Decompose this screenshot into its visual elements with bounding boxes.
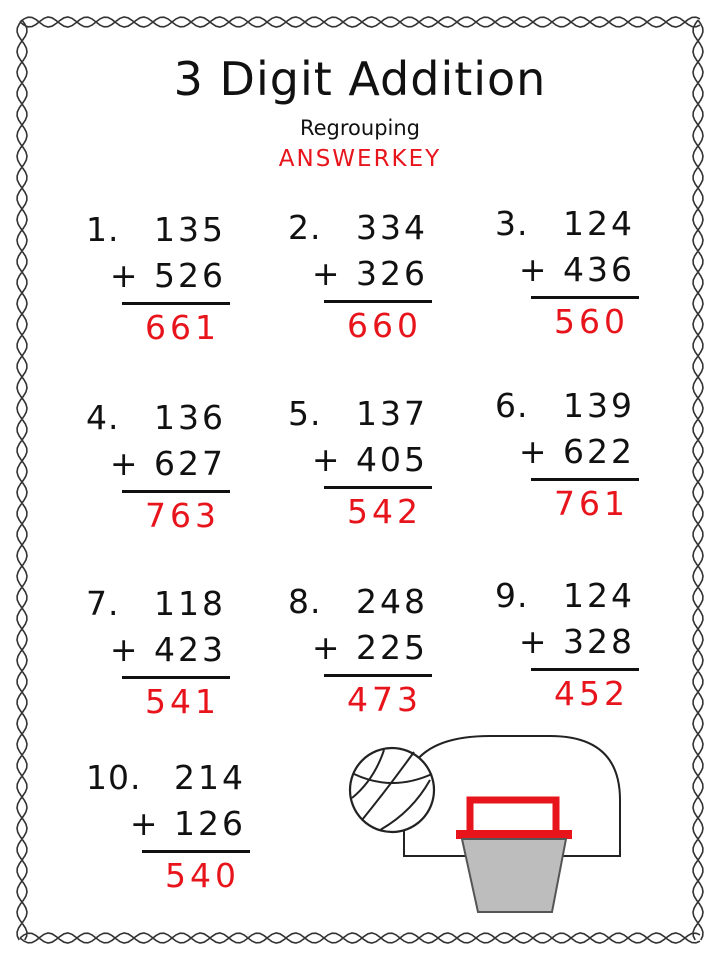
second-addend: + 622 bbox=[518, 432, 635, 471]
first-addend: 118 bbox=[154, 584, 226, 623]
sum-line bbox=[531, 296, 639, 299]
answer: 473 bbox=[347, 680, 422, 719]
answer: 661 bbox=[145, 308, 220, 347]
problem-number: 4. bbox=[86, 398, 120, 437]
problem-1 bbox=[86, 210, 256, 350]
problem-number: 2. bbox=[288, 208, 322, 247]
problem-10 bbox=[86, 758, 276, 898]
basketball-icon bbox=[350, 748, 434, 832]
answer: 761 bbox=[554, 484, 629, 523]
sum-line bbox=[122, 676, 230, 679]
answer: 763 bbox=[145, 496, 220, 535]
answer: 452 bbox=[554, 674, 629, 713]
first-addend: 124 bbox=[563, 576, 635, 615]
basketball-hoop-icon bbox=[340, 728, 640, 928]
first-addend: 214 bbox=[174, 758, 246, 797]
problem-number: 8. bbox=[288, 582, 322, 621]
first-addend: 334 bbox=[356, 208, 428, 247]
first-addend: 135 bbox=[154, 210, 226, 249]
sum-line bbox=[122, 490, 230, 493]
problem-4 bbox=[86, 398, 256, 538]
problem-number: 1. bbox=[86, 210, 120, 249]
problem-2 bbox=[288, 208, 458, 348]
second-addend: + 526 bbox=[109, 256, 226, 295]
page-subtitle: Regrouping bbox=[299, 116, 421, 140]
problem-3 bbox=[495, 204, 665, 344]
sum-line bbox=[531, 668, 639, 671]
second-addend: + 423 bbox=[109, 630, 226, 669]
problem-6 bbox=[495, 386, 665, 526]
first-addend: 124 bbox=[563, 204, 635, 243]
sum-line bbox=[142, 850, 250, 853]
answer: 660 bbox=[347, 306, 422, 345]
sum-line bbox=[324, 674, 432, 677]
answer: 540 bbox=[165, 856, 240, 895]
second-addend: + 627 bbox=[109, 444, 226, 483]
problem-number: 7. bbox=[86, 584, 120, 623]
sum-line bbox=[531, 478, 639, 481]
first-addend: 136 bbox=[154, 398, 226, 437]
sum-line bbox=[122, 302, 230, 305]
problem-number: 5. bbox=[288, 394, 322, 433]
problem-9 bbox=[495, 576, 665, 716]
answer: 560 bbox=[554, 302, 629, 341]
second-addend: + 326 bbox=[311, 254, 428, 293]
sum-line bbox=[324, 300, 432, 303]
page-title: 3 Digit Addition bbox=[173, 52, 547, 106]
second-addend: + 126 bbox=[129, 804, 246, 843]
first-addend: 139 bbox=[563, 386, 635, 425]
problem-number: 6. bbox=[495, 386, 529, 425]
second-addend: + 405 bbox=[311, 440, 428, 479]
first-addend: 137 bbox=[356, 394, 428, 433]
problem-number: 3. bbox=[495, 204, 529, 243]
problem-7 bbox=[86, 584, 256, 724]
second-addend: + 436 bbox=[518, 250, 635, 289]
problem-8 bbox=[288, 582, 458, 722]
sum-line bbox=[324, 486, 432, 489]
first-addend: 248 bbox=[356, 582, 428, 621]
problem-number: 10. bbox=[86, 758, 142, 797]
problem-number: 9. bbox=[495, 576, 529, 615]
problem-5 bbox=[288, 394, 458, 534]
answer-key-label: ANSWERKEY bbox=[278, 146, 442, 172]
second-addend: + 225 bbox=[311, 628, 428, 667]
answer: 541 bbox=[145, 682, 220, 721]
answer: 542 bbox=[347, 492, 422, 531]
second-addend: + 328 bbox=[518, 622, 635, 661]
